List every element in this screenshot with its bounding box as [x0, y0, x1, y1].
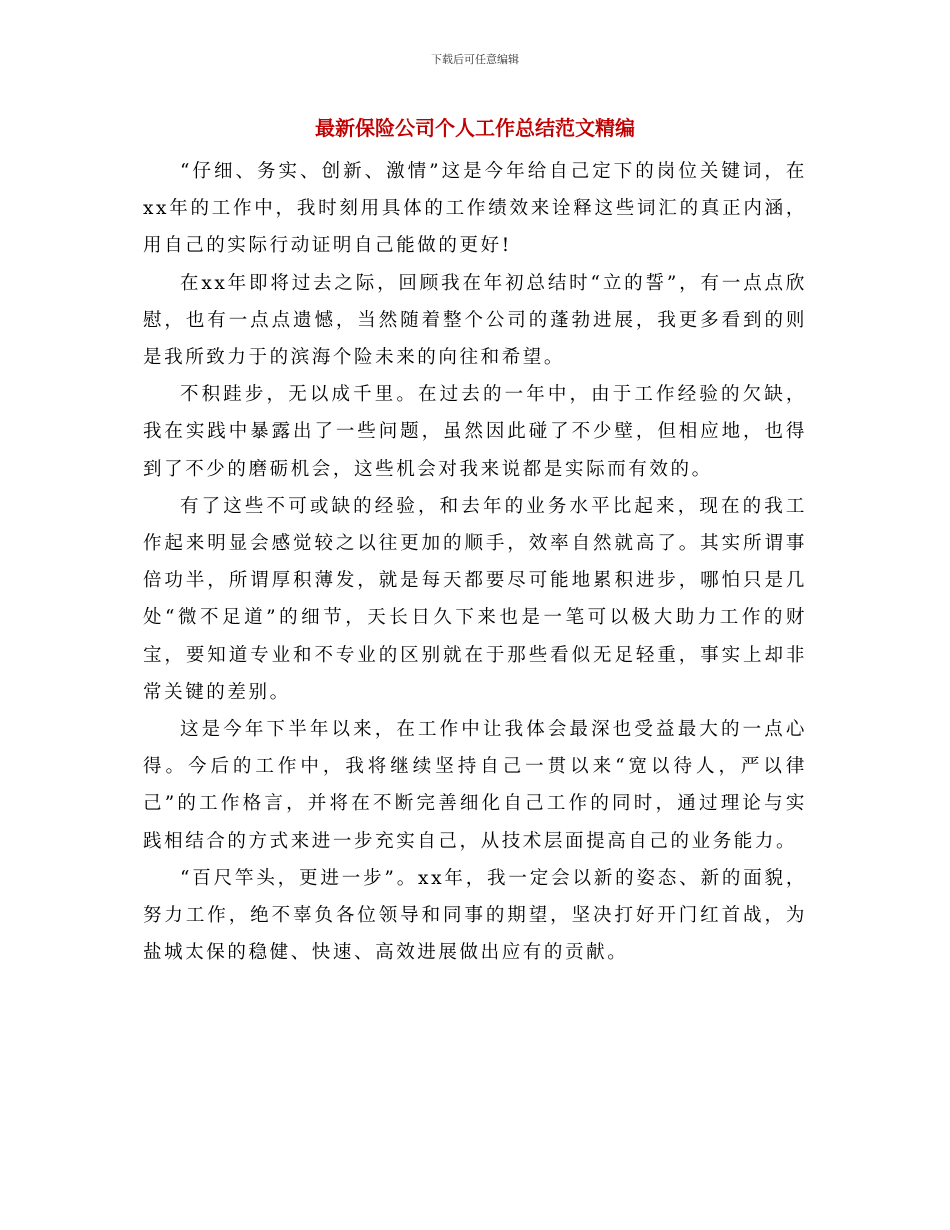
- paragraph: 不积跬步，无以成千里。在过去的一年中，由于工作经验的欠缺，我在实践中暴露出了一些问题，虽然因此碰了不少壁，但相应地，也得到了不少的磨砺机会，这些机会对我来说都是实际而有效的。: [143, 384, 807, 480]
- paragraph: 在xx年即将过去之际，回顾我在年初总结时“立的誓”，有一点点欣慰，也有一点点遗憾，当然随着整个公司的蓬勃进展，我更多看到的则是我所致力于的滨海个险未来的向往和希望。: [143, 272, 807, 369]
- header-note: 下载后可任意编辑: [431, 53, 519, 66]
- paragraph: “百尺竿头，更进一步”。xx年，我一定会以新的姿态、新的面貌，努力工作，绝不辜负各位领导和同事的期望，坚决打好开门红首战，为盐城太保的稳健、快速、高效进展做出应有的贡献。: [143, 867, 807, 964]
- paragraph: “仔细、务实、创新、激情”这是今年给自己定下的岗位关键词，在xx年的工作中，我时刻用具体的工作绩效来诠释这些词汇的真正内涵，用自己的实际行动证明自己能做的更好!: [143, 161, 807, 257]
- paragraph: 这是今年下半年以来，在工作中让我体会最深也受益最大的一点心得。今后的工作中，我将继续坚持自己一贯以来“宽以待人，严以律己”的工作格言，并将在不断完善细化自己工作的同时，通过理论与实践相结合的方式来进一步充实自己，从技术层面提高自己的业务能力。: [143, 719, 807, 852]
- document-title: 最新保险公司个人工作总结范文精编: [315, 116, 635, 140]
- document-body: [143, 153, 807, 971]
- paragraph: 有了这些不可或缺的经验，和去年的业务水平比起来，现在的我工作起来明显会感觉较之以往更加的顺手，效率自然就高了。其实所谓事倍功半，所谓厚积薄发，就是每天都要尽可能地累积进步，哪怕只是几处“微不足道”的细节，天长日久下来也是一笔可以极大助力工作的财宝，要知道专业和不专业的区别就在于那些看似无足轻重，事实上却非常关键的差别。: [143, 495, 807, 703]
